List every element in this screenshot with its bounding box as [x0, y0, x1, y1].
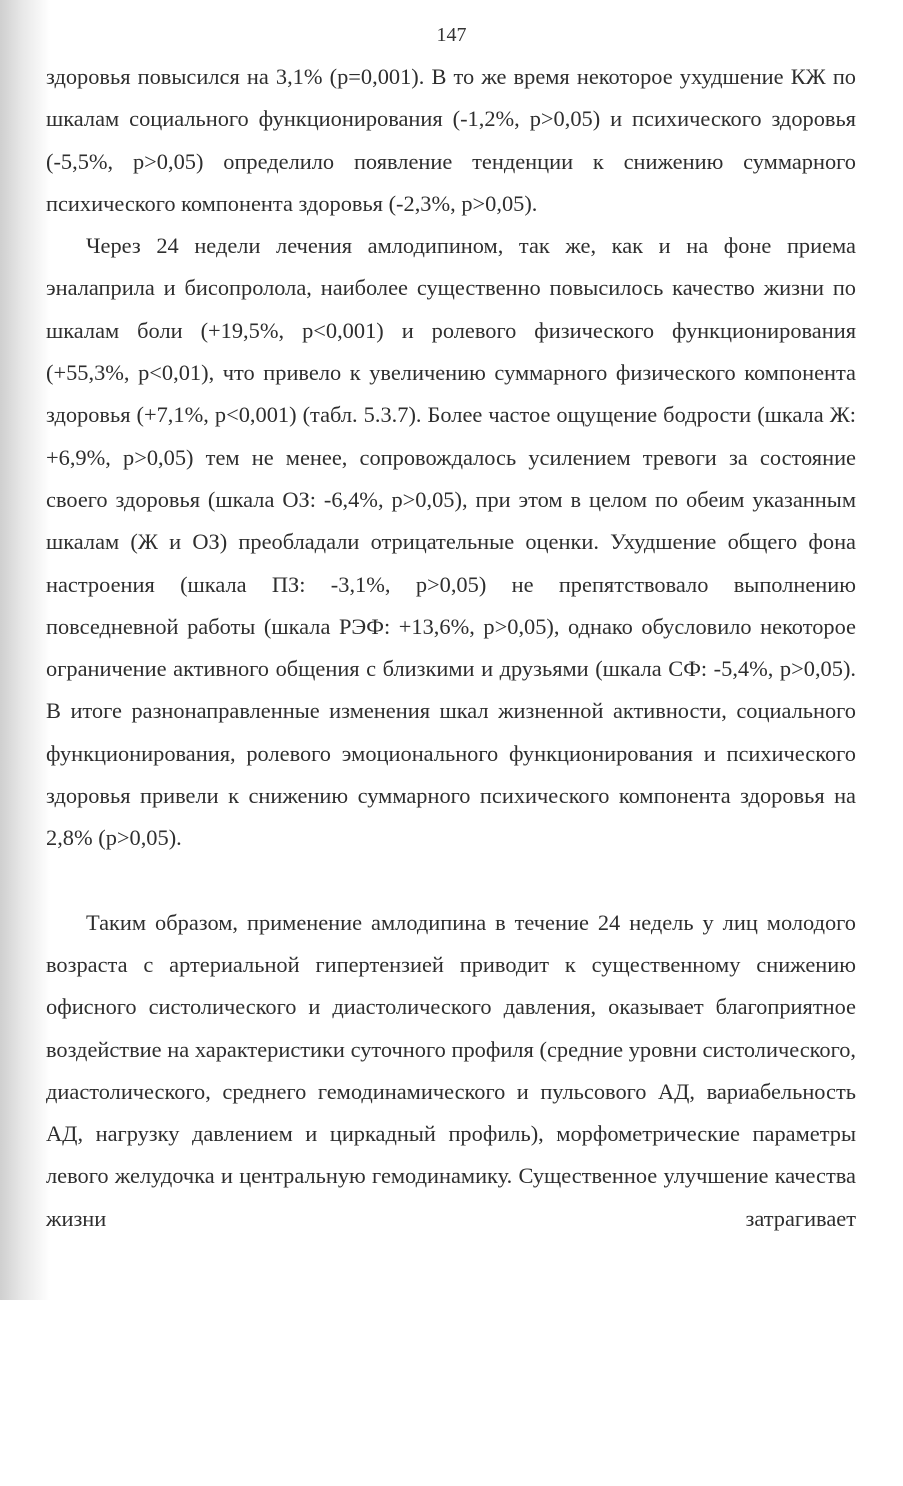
- scan-edge-shadow: [0, 0, 50, 1300]
- paragraph-1: здоровья повысился на 3,1% (р=0,001). В то же время некоторое ухудшение КЖ по шкалам социального функционирования (-1,2%, р>0,05) и психического здоровья (-5,5%, р>0,05) определило появление тенденции к снижению суммарного психического компонента здоровья (-2,3%, р>0,05).: [46, 64, 856, 216]
- page-number: 147: [436, 24, 467, 46]
- paragraph-2: Через 24 недели лечения амлодипином, так же, как и на фоне приема эналаприла и бисопролола, наиболее существенно повысилось качество жизни по шкалам боли (+19,5%, р<0,001) и ролевого физического функционирования (+55,3%, р<0,01), что привело к увеличению суммарного физического компонента здоровья (+7,1%, р<0,001) (табл. 5.3.7). Более частое ощущение бодрости (шкала Ж: +6,9%, р>0,05) тем не менее, сопровождалось усилением тревоги за состояние своего здоровья (шкала ОЗ: -6,4%, р>0,05), при этом в целом по обеим указанным шкалам (Ж и ОЗ) преобладали отрицательные оценки. Ухудшение общего фона настроения (шкала ПЗ: -3,1%, р>0,05) не препятствовало выполнению повседневной работы (шкала РЭФ: +13,6%, р>0,05), однако обусловило некоторое ограничение активного общения с близкими и друзьями (шкала СФ: -5,4%, р>0,05). В итоге разнонаправленные изменения шкал жизненной активности, социального функционирования, ролевого эмоционального функционирования и психического здоровья привели к снижению суммарного психического компонента здоровья на 2,8% (р>0,05).: [46, 233, 856, 851]
- paragraph-3: Таким образом, применение амлодипина в течение 24 недель у лиц молодого возраста с артериальной гипертензией приводит к существенному снижению офисного систолического и диастолического давления, оказывает благоприятное воздействие на характеристики суточного профиля (средние уровни систолического, диастолического, среднего гемодинамического и пульсового АД, вариабельность АД, нагрузку давлением и циркадный профиль), морфометрические параметры левого желудочка и центральную гемодинамику. Существенное улучшение качества жизни затрагивает: [46, 909, 856, 1231]
- body-text: [46, 56, 856, 1240]
- paragraph-spacer: [46, 860, 856, 902]
